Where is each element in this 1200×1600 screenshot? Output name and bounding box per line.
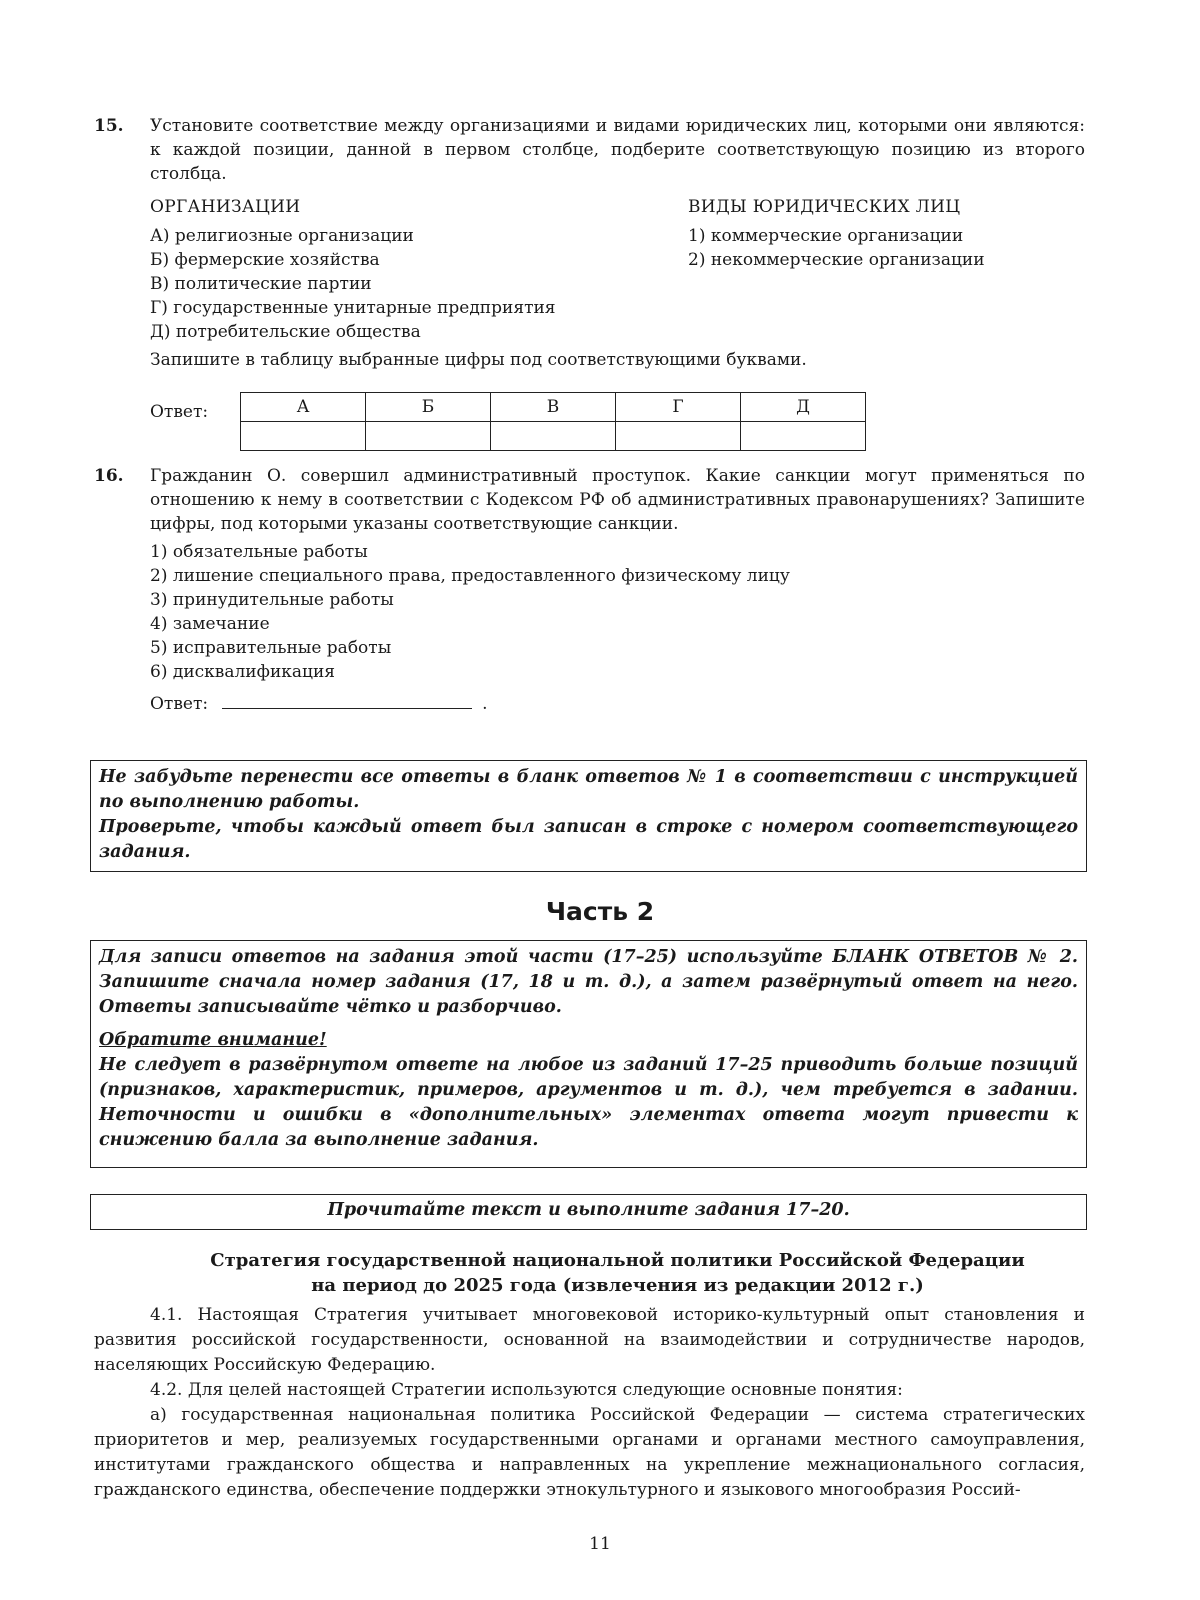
sanction-option-4: 4) замечание <box>150 614 270 634</box>
answer-col-a: А <box>241 393 366 422</box>
task-15-instruction: Запишите в таблицу выбранные цифры под соответствующими буквами. <box>150 350 807 370</box>
org-option-b: Б) фермерские хозяйства <box>150 250 380 270</box>
type-option-1: 1) коммерческие организации <box>688 226 964 246</box>
article-title-line-2: на период до 2025 года (извлечения из редакции 2012 г.) <box>311 1275 924 1296</box>
answer-cell-v[interactable] <box>491 422 616 451</box>
task-16-text: Гражданин О. совершил административный проступок. Какие санкции могут применяться по отношению к нему в соответствии с Кодексом РФ об административных правонарушениях? Запишите цифры, под которыми указаны соответствующие санкции. <box>150 466 1085 534</box>
answer-cell-g[interactable] <box>616 422 741 451</box>
task-16-answer-row <box>150 690 488 716</box>
sanction-option-3: 3) принудительные работы <box>150 590 394 610</box>
reminder-line-1: Не забудьте перенести все ответы в бланк ответов № 1 в соответствии с инструкцией по выполнению работы. <box>99 767 1078 812</box>
sanction-option-2: 2) лишение специального права, предоставленного физическому лицу <box>150 566 790 586</box>
attention-heading: Обратите внимание! <box>99 1030 327 1050</box>
article-paragraph-3: а) государственная национальная политика Российской Федерации — система стратегических приоритетов и мер, реализуемых государственными органами и органами местного самоуправления, институтами гражданского общества и направленных на укрепление межнационального согласия, гражданского единства, обеспечение поддержки этнокультурного и языкового многообразия Россий- <box>94 1405 1085 1500</box>
task-16-answer-line[interactable] <box>222 690 472 709</box>
article-paragraph-2: 4.2. Для целей настоящей Стратегии используются следующие основные понятия: <box>150 1380 903 1400</box>
part-2-instructions-box <box>90 940 1087 1168</box>
part-2-title: Часть 2 <box>545 897 655 926</box>
task-16-answer-label: Ответ: <box>150 694 209 714</box>
answer-cell-a[interactable] <box>241 422 366 451</box>
task-16-number: 16. <box>94 466 124 486</box>
attention-text: Не следует в развёрнутом ответе на любое из заданий 17–25 приводить больше позиций (признаков, характеристик, примеров, аргументов и т. д.), чем требуется в задании. Неточности и ошибки в «дополнительных» элементах ответа могут привести к снижению балла за выполнение задания. <box>99 1055 1078 1150</box>
reading-instruction: Прочитайте текст и выполните задания 17–20. <box>327 1200 850 1220</box>
org-option-a: А) религиозные организации <box>150 226 414 246</box>
task-15-answer-table <box>240 392 866 451</box>
reminder-line-2: Проверьте, чтобы каждый ответ был записан в строке с номером соответствующего задания. <box>99 817 1078 862</box>
task-15-text: Установите соответствие между организациями и видами юридических лиц, которыми они являются: к каждой позиции, данной в первом столбце, подберите соответствующую позицию из второго столбца. <box>150 116 1085 184</box>
task-15-answer-label: Ответ: <box>150 402 209 422</box>
task-15-number: 15. <box>94 116 124 136</box>
article-title-line-1: Стратегия государственной национальной политики Российской Федерации <box>210 1250 1025 1271</box>
task-16-answer-end: . <box>482 694 488 714</box>
organizations-header: ОРГАНИЗАЦИИ <box>150 197 301 217</box>
answer-col-v: В <box>491 393 616 422</box>
article-title <box>150 1248 1085 1298</box>
sanction-option-1: 1) обязательные работы <box>150 542 368 562</box>
org-option-g: Г) государственные унитарные предприятия <box>150 298 556 318</box>
type-option-2: 2) некоммерческие организации <box>688 250 985 270</box>
legal-entity-types-header: ВИДЫ ЮРИДИЧЕСКИХ ЛИЦ <box>688 197 961 217</box>
page-number: 11 <box>589 1534 611 1554</box>
answer-col-b: Б <box>366 393 491 422</box>
sanction-option-6: 6) дисквалификация <box>150 662 336 682</box>
answer-table-header-row <box>241 393 866 422</box>
reminder-box <box>90 760 1087 872</box>
answer-col-d: Д <box>741 393 866 422</box>
answer-cell-d[interactable] <box>741 422 866 451</box>
article-paragraph-1: 4.1. Настоящая Стратегия учитывает многовековой историко-культурный опыт становления и развития российской государственности, основанной на взаимодействии и сотрудничестве народов, населяющих Российскую Федерацию. <box>94 1305 1085 1375</box>
reading-instruction-box <box>90 1194 1087 1230</box>
answer-cell-b[interactable] <box>366 422 491 451</box>
answer-col-g: Г <box>616 393 741 422</box>
sanction-option-5: 5) исправительные работы <box>150 638 392 658</box>
org-option-d: Д) потребительские общества <box>150 322 421 342</box>
answer-table-input-row <box>241 422 866 451</box>
org-option-v: В) политические партии <box>150 274 372 294</box>
part-2-instructions: Для записи ответов на задания этой части (17–25) используйте БЛАНК ОТВЕТОВ № 2. Запишите сначала номер задания (17, 18 и т. д.), а затем развёрнутый ответ на него. Ответы записывайте чётко и разборчиво. <box>99 947 1078 1017</box>
